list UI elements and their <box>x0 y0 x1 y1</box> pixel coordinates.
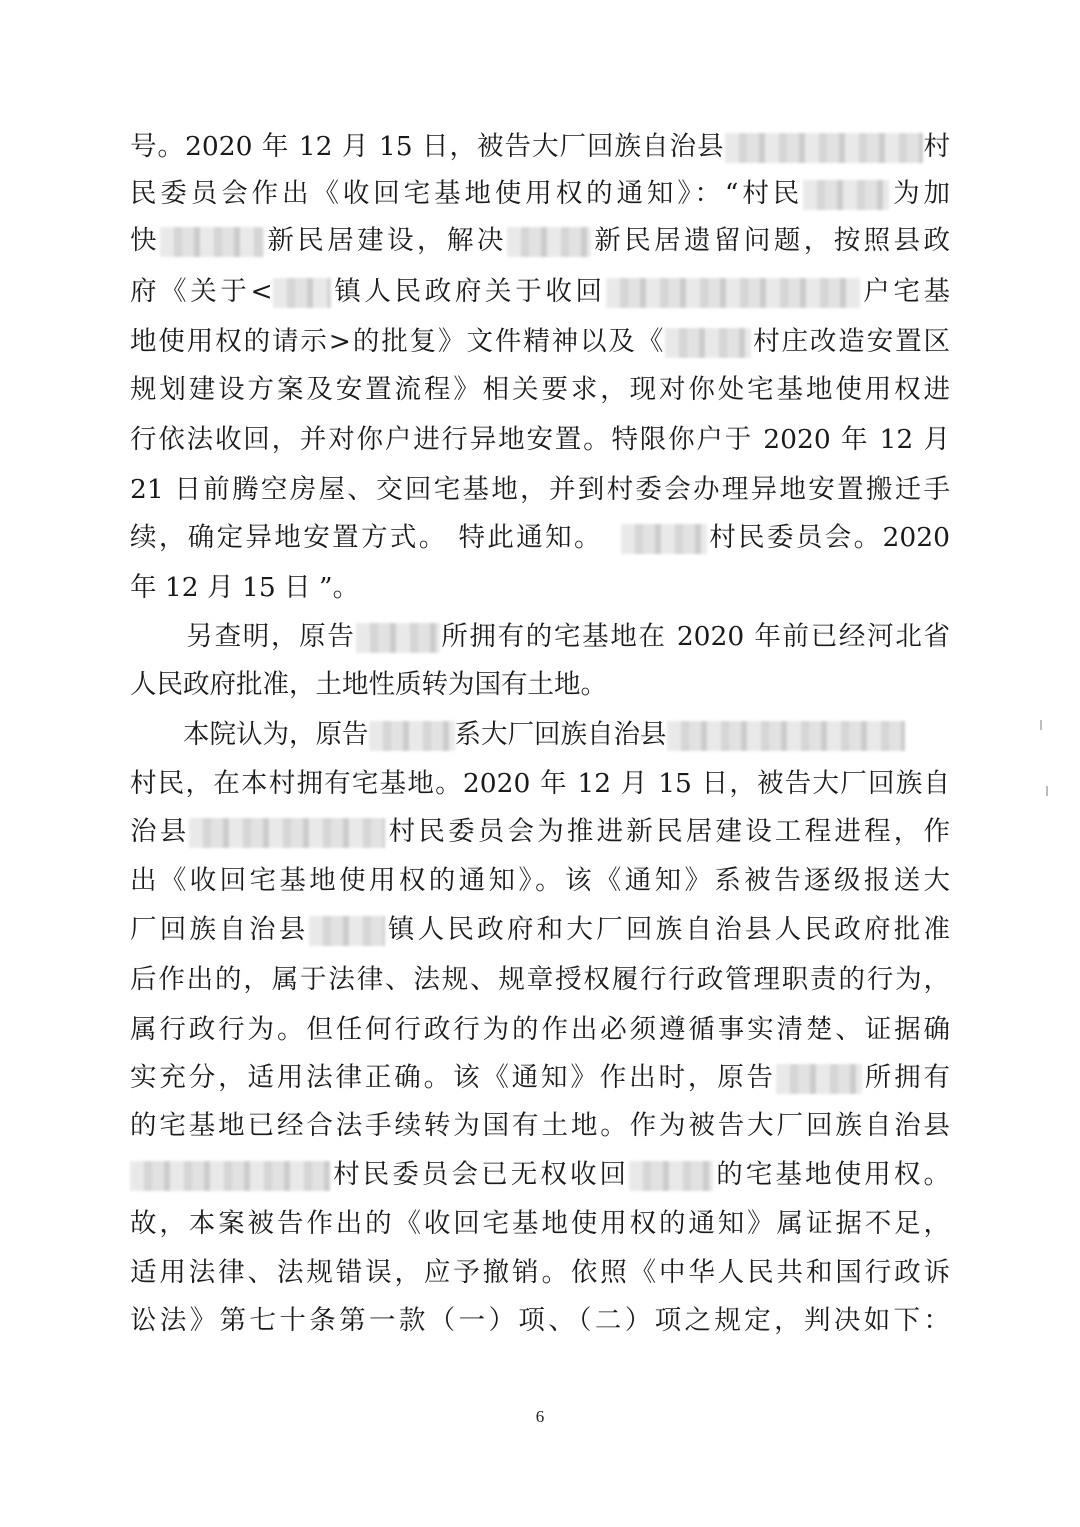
text-line <box>130 1058 950 1098</box>
text-segment: 年 12 月 15 日 ”。 <box>130 572 360 603</box>
redacted-text <box>273 278 331 308</box>
text-line <box>130 1155 950 1195</box>
page-number: 6 <box>535 1407 545 1426</box>
redacted-text <box>189 818 385 848</box>
redacted-text <box>665 328 751 358</box>
text-segment: 村民委员会。2020 <box>706 522 950 553</box>
text-segment: 治县 <box>130 816 190 847</box>
scan-speck <box>1046 786 1048 796</box>
text-segment: 出《收回宅基地使用权的通知》。该《通知》系被告逐级报送大 <box>130 865 950 896</box>
text-line <box>130 861 950 901</box>
redacted-text <box>621 524 707 554</box>
text-segment: 人民政府批准，土地性质转为国有土地。 <box>130 669 607 700</box>
text-line <box>130 1301 950 1341</box>
text-segment: 快 <box>130 225 160 256</box>
redacted-text <box>629 1161 713 1191</box>
text-segment: 民委员会作出《收回宅基地使用权的通知》：“村民 <box>130 178 804 209</box>
redacted-text <box>160 227 264 257</box>
text-segment: 讼法》第七十条第一款（一）项、（二）项之规定，判决如下： <box>130 1305 950 1336</box>
text-segment: 府《关于< <box>130 276 273 307</box>
text-line <box>130 1204 950 1244</box>
text-segment: 属行政行为。但任何行政行为的作出必须遵循事实清楚、证据确 <box>130 1014 950 1045</box>
redacted-text <box>309 916 385 946</box>
text-segment: 续，确定异地安置方式。 特此通知。 <box>130 522 603 553</box>
redacted-text <box>369 721 455 751</box>
redacted-text <box>606 278 860 308</box>
text-segment: 的宅基地使用权。 <box>713 1159 951 1190</box>
redacted-text <box>803 180 889 210</box>
text-line <box>130 470 950 510</box>
text-line <box>130 1010 950 1050</box>
text-line <box>130 174 950 214</box>
text-line <box>130 960 950 1000</box>
text-line <box>130 420 950 460</box>
text-line <box>130 322 950 362</box>
text-segment: 镇人民政府关于收回 <box>330 276 606 307</box>
text-segment: 规划建设方案及安置流程》相关要求，现对你处宅基地使用权进 <box>130 374 950 405</box>
text-segment: 号。2020 年 12 月 15 日，被告大厂回族自治县 <box>130 131 725 162</box>
text-segment: 厂回族自治县 <box>130 914 309 945</box>
text-segment: 后作出的，属于法律、法规、规章授权履行行政管理职责的行为， <box>130 964 950 995</box>
text-line <box>130 518 950 558</box>
text-line <box>130 812 950 852</box>
text-line <box>130 617 950 657</box>
text-segment: 新民居建设，解决 <box>263 225 507 256</box>
text-line <box>130 764 950 804</box>
text-segment: 本院认为，原告 <box>130 719 369 750</box>
scan-speck <box>1040 720 1042 730</box>
text-segment: 户宅基 <box>859 276 950 307</box>
text-line <box>130 1253 950 1293</box>
text-line <box>130 370 950 410</box>
text-segment: 适用法律、法规错误，应予撤销。依照《中华人民共和国行政诉 <box>130 1257 950 1288</box>
text-line <box>130 221 950 261</box>
text-segment: 为加 <box>889 178 950 209</box>
redacted-text <box>356 623 440 653</box>
text-line <box>130 568 950 608</box>
redacted-text <box>130 1161 330 1191</box>
text-line <box>130 665 950 705</box>
text-segment: 村 <box>922 131 950 162</box>
text-segment: 系大厂回族自治县 <box>454 719 667 750</box>
text-line <box>130 910 950 950</box>
redacted-text <box>667 721 905 751</box>
text-segment: 的宅基地已经合法手续转为国有土地。作为被告大厂回族自治县 <box>130 1110 950 1141</box>
text-segment: 村民委员会已无权收回 <box>330 1159 630 1190</box>
text-segment: 地使用权的请示>的批复》文件精神以及《 <box>130 326 666 357</box>
text-segment: 新民居遗留问题，按照县政 <box>590 225 951 256</box>
text-line <box>130 715 960 755</box>
text-line <box>130 127 950 167</box>
text-line <box>130 272 950 312</box>
text-segment: 村民委员会为推进新民居建设工程进程，作 <box>385 816 951 847</box>
text-segment: 实充分，适用法律正确。该《通知》作出时，原告 <box>130 1062 776 1093</box>
text-segment: 村庄改造安置区 <box>751 326 950 357</box>
text-segment: 行依法收回，并对你户进行异地安置。特限你户于 2020 年 12 月 <box>130 424 950 455</box>
text-segment: 村民，在本村拥有宅基地。2020 年 12 月 15 日，被告大厂回族自 <box>130 768 950 799</box>
text-segment: 故，本案被告作出的《收回宅基地使用权的通知》属证据不足， <box>130 1208 950 1239</box>
text-segment: 21 日前腾空房屋、交回宅基地，并到村委会办理异地安置搬迁手 <box>130 474 950 505</box>
text-line <box>130 1106 950 1146</box>
text-segment: 镇人民政府和大厂回族自治县人民政府批准 <box>384 914 951 945</box>
redacted-text <box>776 1064 862 1094</box>
text-segment: 所拥有 <box>861 1062 951 1093</box>
text-segment: 所拥有的宅基地在 2020 年前已经河北省 <box>439 621 951 652</box>
redacted-text <box>725 133 923 163</box>
redacted-text <box>507 227 591 257</box>
text-segment: 另查明，原告 <box>130 621 356 652</box>
